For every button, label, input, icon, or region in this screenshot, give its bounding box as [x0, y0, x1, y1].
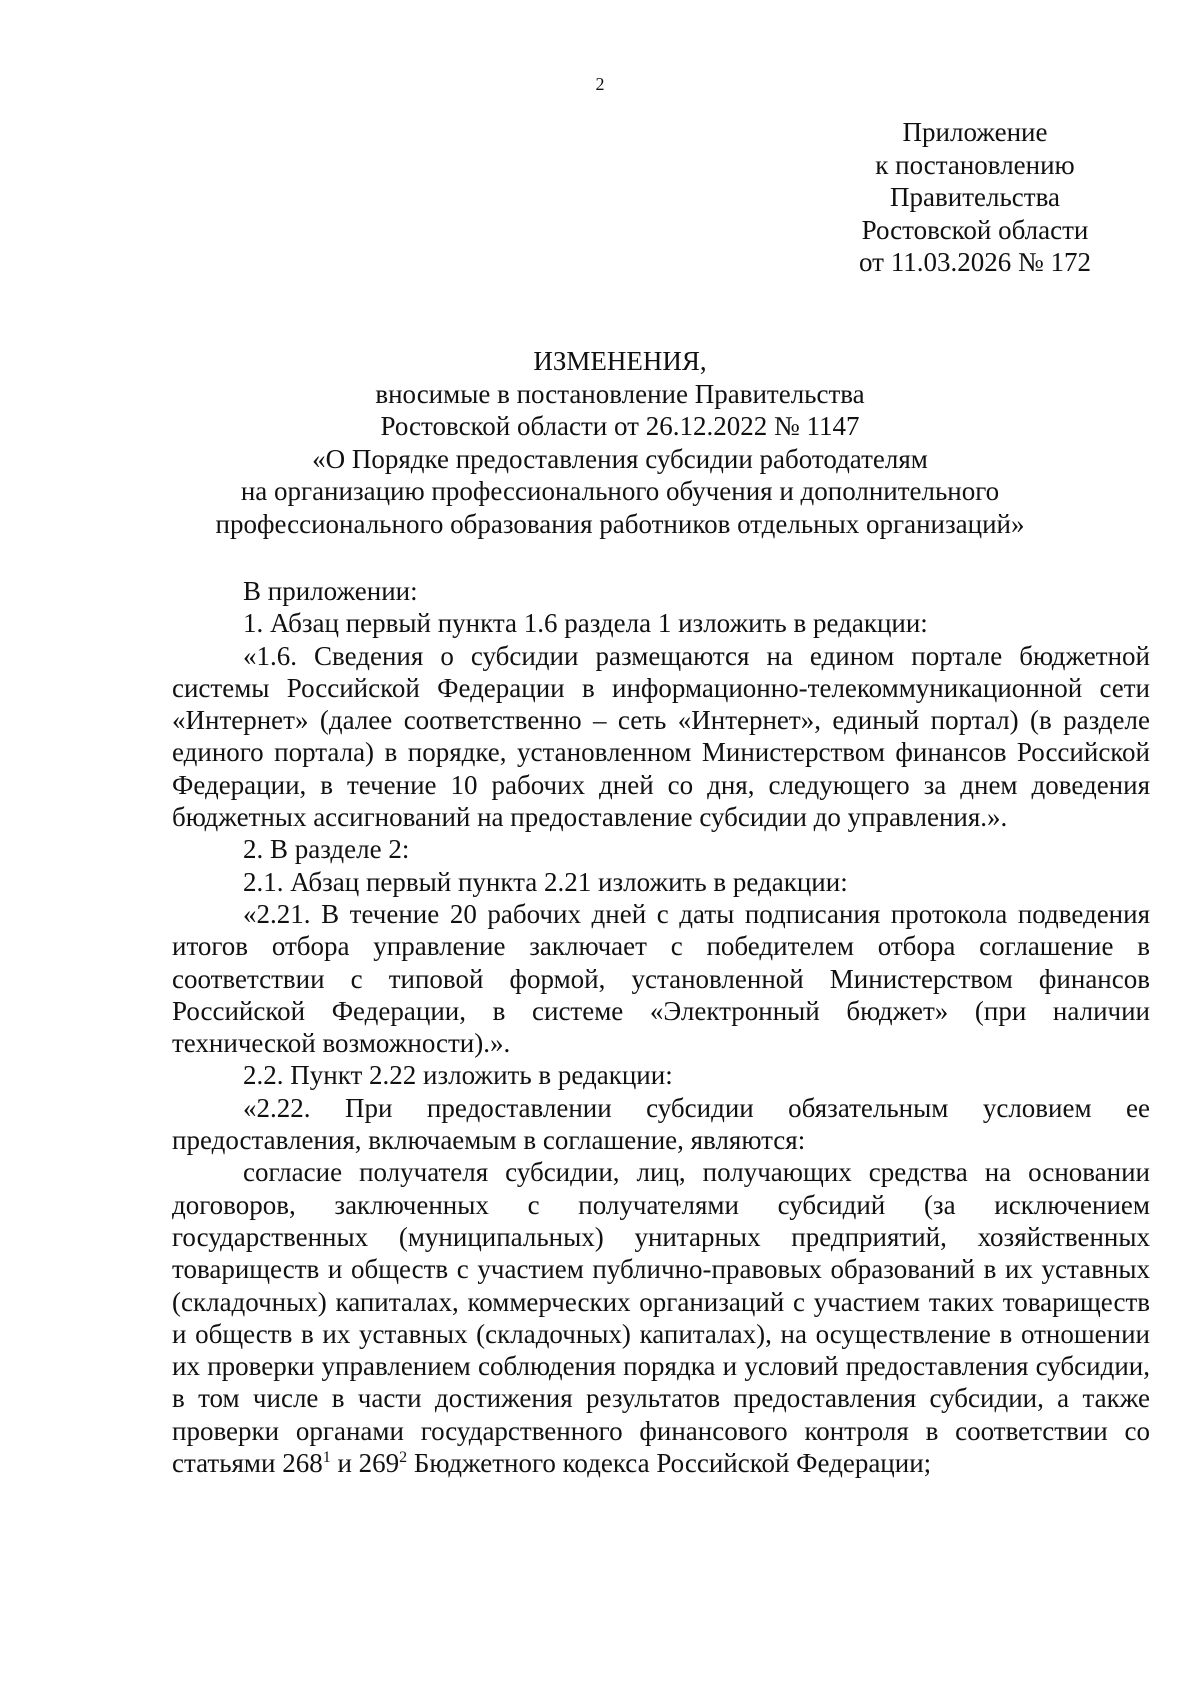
superscript: 2 [399, 1449, 408, 1467]
paragraph: В приложении: [243, 576, 418, 606]
title-line: вносимые в постановление Правительства [375, 378, 865, 409]
paragraph: «1.6. Сведения о субсидии размещаются на едином портале бюджетной системы Российской Федерации в информационно-телекоммуникационной сети «Интернет» (далее соответственно – сеть «Интернет», единый портал) (в разделе единого портала) в порядке, установленном Министерством финансов Российской Федерации, в течение 10 рабочих дней со дня, следующего за днем доведения бюджетных ассигнований на предоставление субсидии до управления.». [172, 640, 1150, 833]
paragraph-text: и 269 [330, 1448, 400, 1479]
paragraph: 2. В разделе 2: [243, 834, 410, 865]
paragraph: 2.2. Пункт 2.22 изложить в редакции: [243, 1060, 673, 1091]
paragraph: «2.21. В течение 20 рабочих дней с даты подписания протокола подведения итогов отбора управление заключает с победителем отбора соглашение в соответствии с типовой формой, установленной Министерством финансов Российской Федерации, в системе «Электронный бюджет» (при наличии технической возможности).». [172, 898, 1150, 1059]
paragraph: 1. Абзац первый пункта 1.6 раздела 1 изложить в редакции: [243, 608, 928, 639]
document-body [172, 575, 1150, 1479]
appendix-line: к постановлению [875, 149, 1075, 180]
appendix-line: Правительства [890, 182, 1060, 212]
paragraph-text: Бюджетного кодекса Российской Федерации; [407, 1448, 932, 1479]
superscript: 1 [322, 1449, 331, 1467]
appendix-line: Приложение [902, 117, 1048, 147]
document-title [170, 345, 1070, 540]
paragraph-text: согласие получателя субсидии, лиц, получающих средства на основании договоров, заключенных с получателями субсидий (за исключением государственных (муниципальных) унитарных предприятий, хозяйственных товариществ и обществ с участием публично-правовых образований в их уставных (складочных) капиталах, коммерческих организаций с участием таких товариществ и обществ в их уставных (складочных) капиталах), на осуществление в отношении их проверки управлением соблюдения порядка и условий предоставления субсидии, в том числе в части достижения результатов предоставления субсидии, а также проверки органами государственного финансового контроля в соответствии со статьями 268 [172, 1157, 1150, 1479]
appendix-header [830, 116, 1120, 279]
title-heading: ИЗМЕНЕНИЯ, [533, 346, 707, 376]
appendix-line: от 11.03.2026 № 172 [859, 247, 1091, 277]
page-number: 2 [595, 74, 605, 94]
title-line: на организацию профессионального обучения и дополнительного [240, 476, 1000, 506]
title-line: профессионального образования работников отдельных организаций» [215, 508, 1025, 539]
paragraph: «2.22. При предоставлении субсидии обязательным условием ее предоставления, включаемым в соглашение, являются: [172, 1092, 1150, 1156]
appendix-line: Ростовской области [861, 214, 1089, 245]
title-line: «О Порядке предоставления субсидии работодателям [312, 443, 928, 474]
title-line: Ростовской области от 26.12.2022 № 1147 [380, 411, 860, 441]
paragraph: 2.1. Абзац первый пункта 2.21 изложить в редакции: [243, 866, 848, 897]
paragraph [172, 1156, 1150, 1479]
